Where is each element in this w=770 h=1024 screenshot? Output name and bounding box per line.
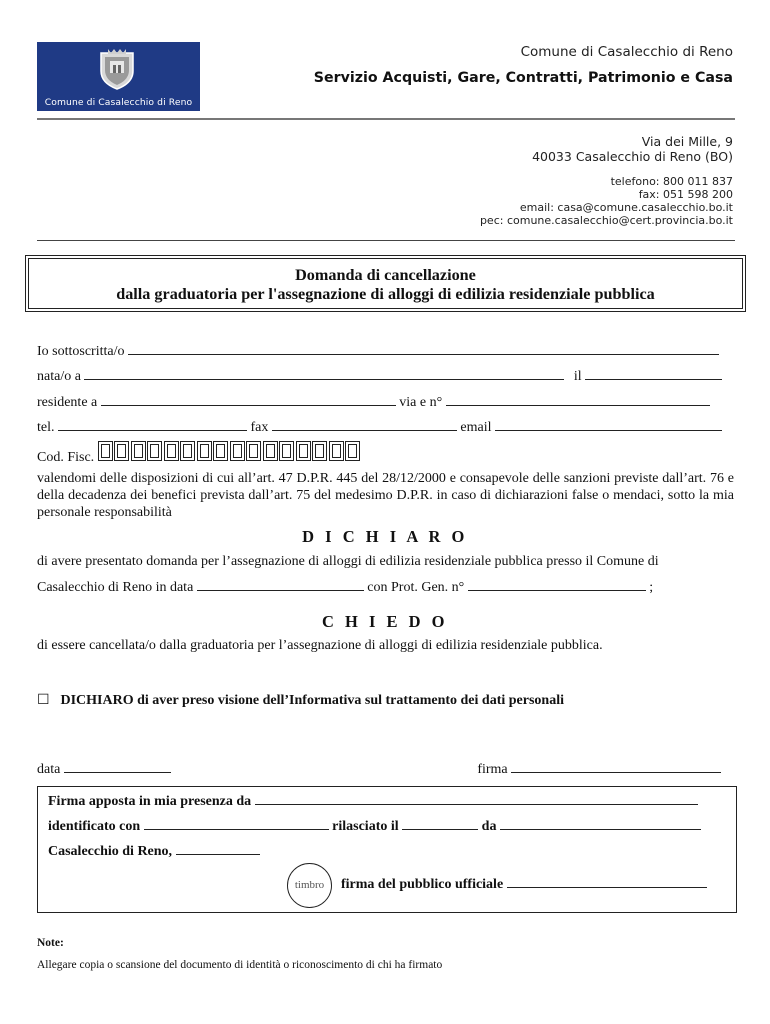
presence-name-field[interactable] xyxy=(255,793,698,805)
contact-email: email: casa@comune.casalecchio.bo.it xyxy=(519,201,733,214)
row-data-firma xyxy=(37,761,733,778)
codfisc-char-box[interactable] xyxy=(114,441,129,461)
prot-label: con Prot. Gen. n° xyxy=(367,580,465,595)
document-subtitle: dalla graduatoria per l'assegnazione di alloggi di edilizia residenziale pubblica xyxy=(116,285,655,303)
row-sottoscritto xyxy=(37,343,733,360)
codfisc-boxes[interactable] xyxy=(98,445,362,460)
dichiaro-text-line1: di avere presentato domanda per l’assegnazione di alloggi di edilizia residenziale pubblica presso il Comune di xyxy=(37,554,659,569)
stamp-circle: timbro xyxy=(287,863,332,908)
row-nascita xyxy=(37,368,733,385)
sottoscritto-label: Io sottoscritta/o xyxy=(37,344,125,359)
residence-field[interactable] xyxy=(101,394,396,406)
dichiaro-heading: D I C H I A R O xyxy=(302,527,468,546)
codfisc-char-box[interactable] xyxy=(329,441,344,461)
header-divider xyxy=(37,118,735,120)
privacy-checkbox[interactable]: ☐ xyxy=(37,693,50,708)
codfisc-char-box[interactable] xyxy=(180,441,195,461)
municipality-logo xyxy=(37,42,200,111)
row-contatti xyxy=(37,419,733,436)
codfisc-char-box[interactable] xyxy=(279,441,294,461)
codfisc-char-box[interactable] xyxy=(213,441,228,461)
contact-pec: pec: comune.casalecchio@cert.provincia.bo.it xyxy=(479,214,733,227)
row-identificato xyxy=(48,818,744,835)
codfisc-char-box[interactable] xyxy=(230,441,245,461)
row-codice-fiscale xyxy=(37,441,733,466)
dichiaro-data-label: Casalecchio di Reno in data xyxy=(37,580,194,595)
note-text: Allegare copia o scansione del documento di identità o riconoscimento di chi ha firmato xyxy=(37,959,443,971)
codfisc-label: Cod. Fisc. xyxy=(37,450,95,465)
document-title: Domanda di cancellazione xyxy=(295,266,476,284)
contact-fax: fax: 051 598 200 xyxy=(638,188,733,201)
presence-label: Firma apposta in mia presenza da xyxy=(48,794,252,809)
row-privacy xyxy=(37,692,733,709)
protocol-number-field[interactable] xyxy=(468,579,646,591)
date-field[interactable] xyxy=(64,761,171,773)
contact-phone: telefono: 800 011 837 xyxy=(610,175,733,188)
id-document-field[interactable] xyxy=(144,818,329,830)
official-signature-field[interactable] xyxy=(507,876,707,888)
official-date-field[interactable] xyxy=(176,843,260,855)
phone-field[interactable] xyxy=(58,419,247,431)
codfisc-char-box[interactable] xyxy=(164,441,179,461)
contact-divider xyxy=(37,240,735,241)
data-label: data xyxy=(37,762,61,777)
note-title: Note: xyxy=(37,937,64,949)
codfisc-char-box[interactable] xyxy=(131,441,146,461)
casalecchio-label: Casalecchio di Reno, xyxy=(48,844,173,859)
codfisc-char-box[interactable] xyxy=(197,441,212,461)
tel-label: tel. xyxy=(37,420,55,435)
da-label: da xyxy=(481,819,497,834)
municipality-name: Comune di Casalecchio di Reno xyxy=(520,44,733,60)
rilasciato-label: rilasciato il xyxy=(332,819,399,834)
codfisc-char-box[interactable] xyxy=(246,441,261,461)
fax-field[interactable] xyxy=(272,419,457,431)
birthdate-field[interactable] xyxy=(585,368,722,380)
codfisc-char-box[interactable] xyxy=(345,441,360,461)
via-label: via e n° xyxy=(399,395,443,410)
chiedo-text: di essere cancellata/o dalla graduatoria per l’assegnazione di alloggi di edilizia residenziale pubblica. xyxy=(37,638,603,653)
coat-of-arms-icon xyxy=(95,47,139,91)
row-residenza xyxy=(37,394,733,411)
street-field[interactable] xyxy=(446,394,710,406)
signature-field[interactable] xyxy=(511,761,721,773)
il-label: il xyxy=(573,369,582,384)
dichiaro-end: ; xyxy=(649,580,654,595)
residente-label: residente a xyxy=(37,395,98,410)
nato-label: nata/o a xyxy=(37,369,81,384)
issue-date-field[interactable] xyxy=(402,818,478,830)
email-label: email xyxy=(460,420,492,435)
name-field[interactable] xyxy=(128,343,719,355)
codfisc-char-box[interactable] xyxy=(296,441,311,461)
firma-label: firma xyxy=(477,762,508,777)
logo-text: Comune di Casalecchio di Reno xyxy=(44,97,193,108)
email-field[interactable] xyxy=(495,419,722,431)
application-date-field[interactable] xyxy=(197,579,364,591)
row-dichiaro-data xyxy=(37,579,733,596)
identificato-label: identificato con xyxy=(48,819,141,834)
codfisc-char-box[interactable] xyxy=(263,441,278,461)
address-street: Via dei Mille, 9 xyxy=(641,134,733,149)
chiedo-heading: C H I E D O xyxy=(321,612,449,631)
fax-label: fax xyxy=(250,420,269,435)
row-official-sign xyxy=(341,876,731,893)
official-sign-label: firma del pubblico ufficiale xyxy=(341,877,504,892)
service-name: Servizio Acquisti, Gare, Contratti, Patrimonio e Casa xyxy=(313,70,733,86)
privacy-text: DICHIARO di aver preso visione dell’Informativa sul trattamento dei dati personali xyxy=(60,693,564,708)
codfisc-char-box[interactable] xyxy=(147,441,162,461)
codfisc-char-box[interactable] xyxy=(98,441,113,461)
row-presence xyxy=(48,793,744,810)
document-title-box xyxy=(25,255,746,312)
codfisc-char-box[interactable] xyxy=(312,441,327,461)
intro-paragraph: valendomi delle disposizioni di cui all’art. 47 D.P.R. 445 del 28/12/2000 e consapevole delle sanzioni previste dall’art. 76 e della decadenza dei benefici prevista dall’art. 75 del medesimo D.P.R. in caso di dichiarazioni false o mendaci, sotto la mia personale responsabilità xyxy=(37,471,734,520)
issuer-field[interactable] xyxy=(500,818,701,830)
row-casalecchio xyxy=(48,843,744,860)
address-city: 40033 Casalecchio di Reno (BO) xyxy=(532,149,733,164)
birthplace-field[interactable] xyxy=(84,368,564,380)
